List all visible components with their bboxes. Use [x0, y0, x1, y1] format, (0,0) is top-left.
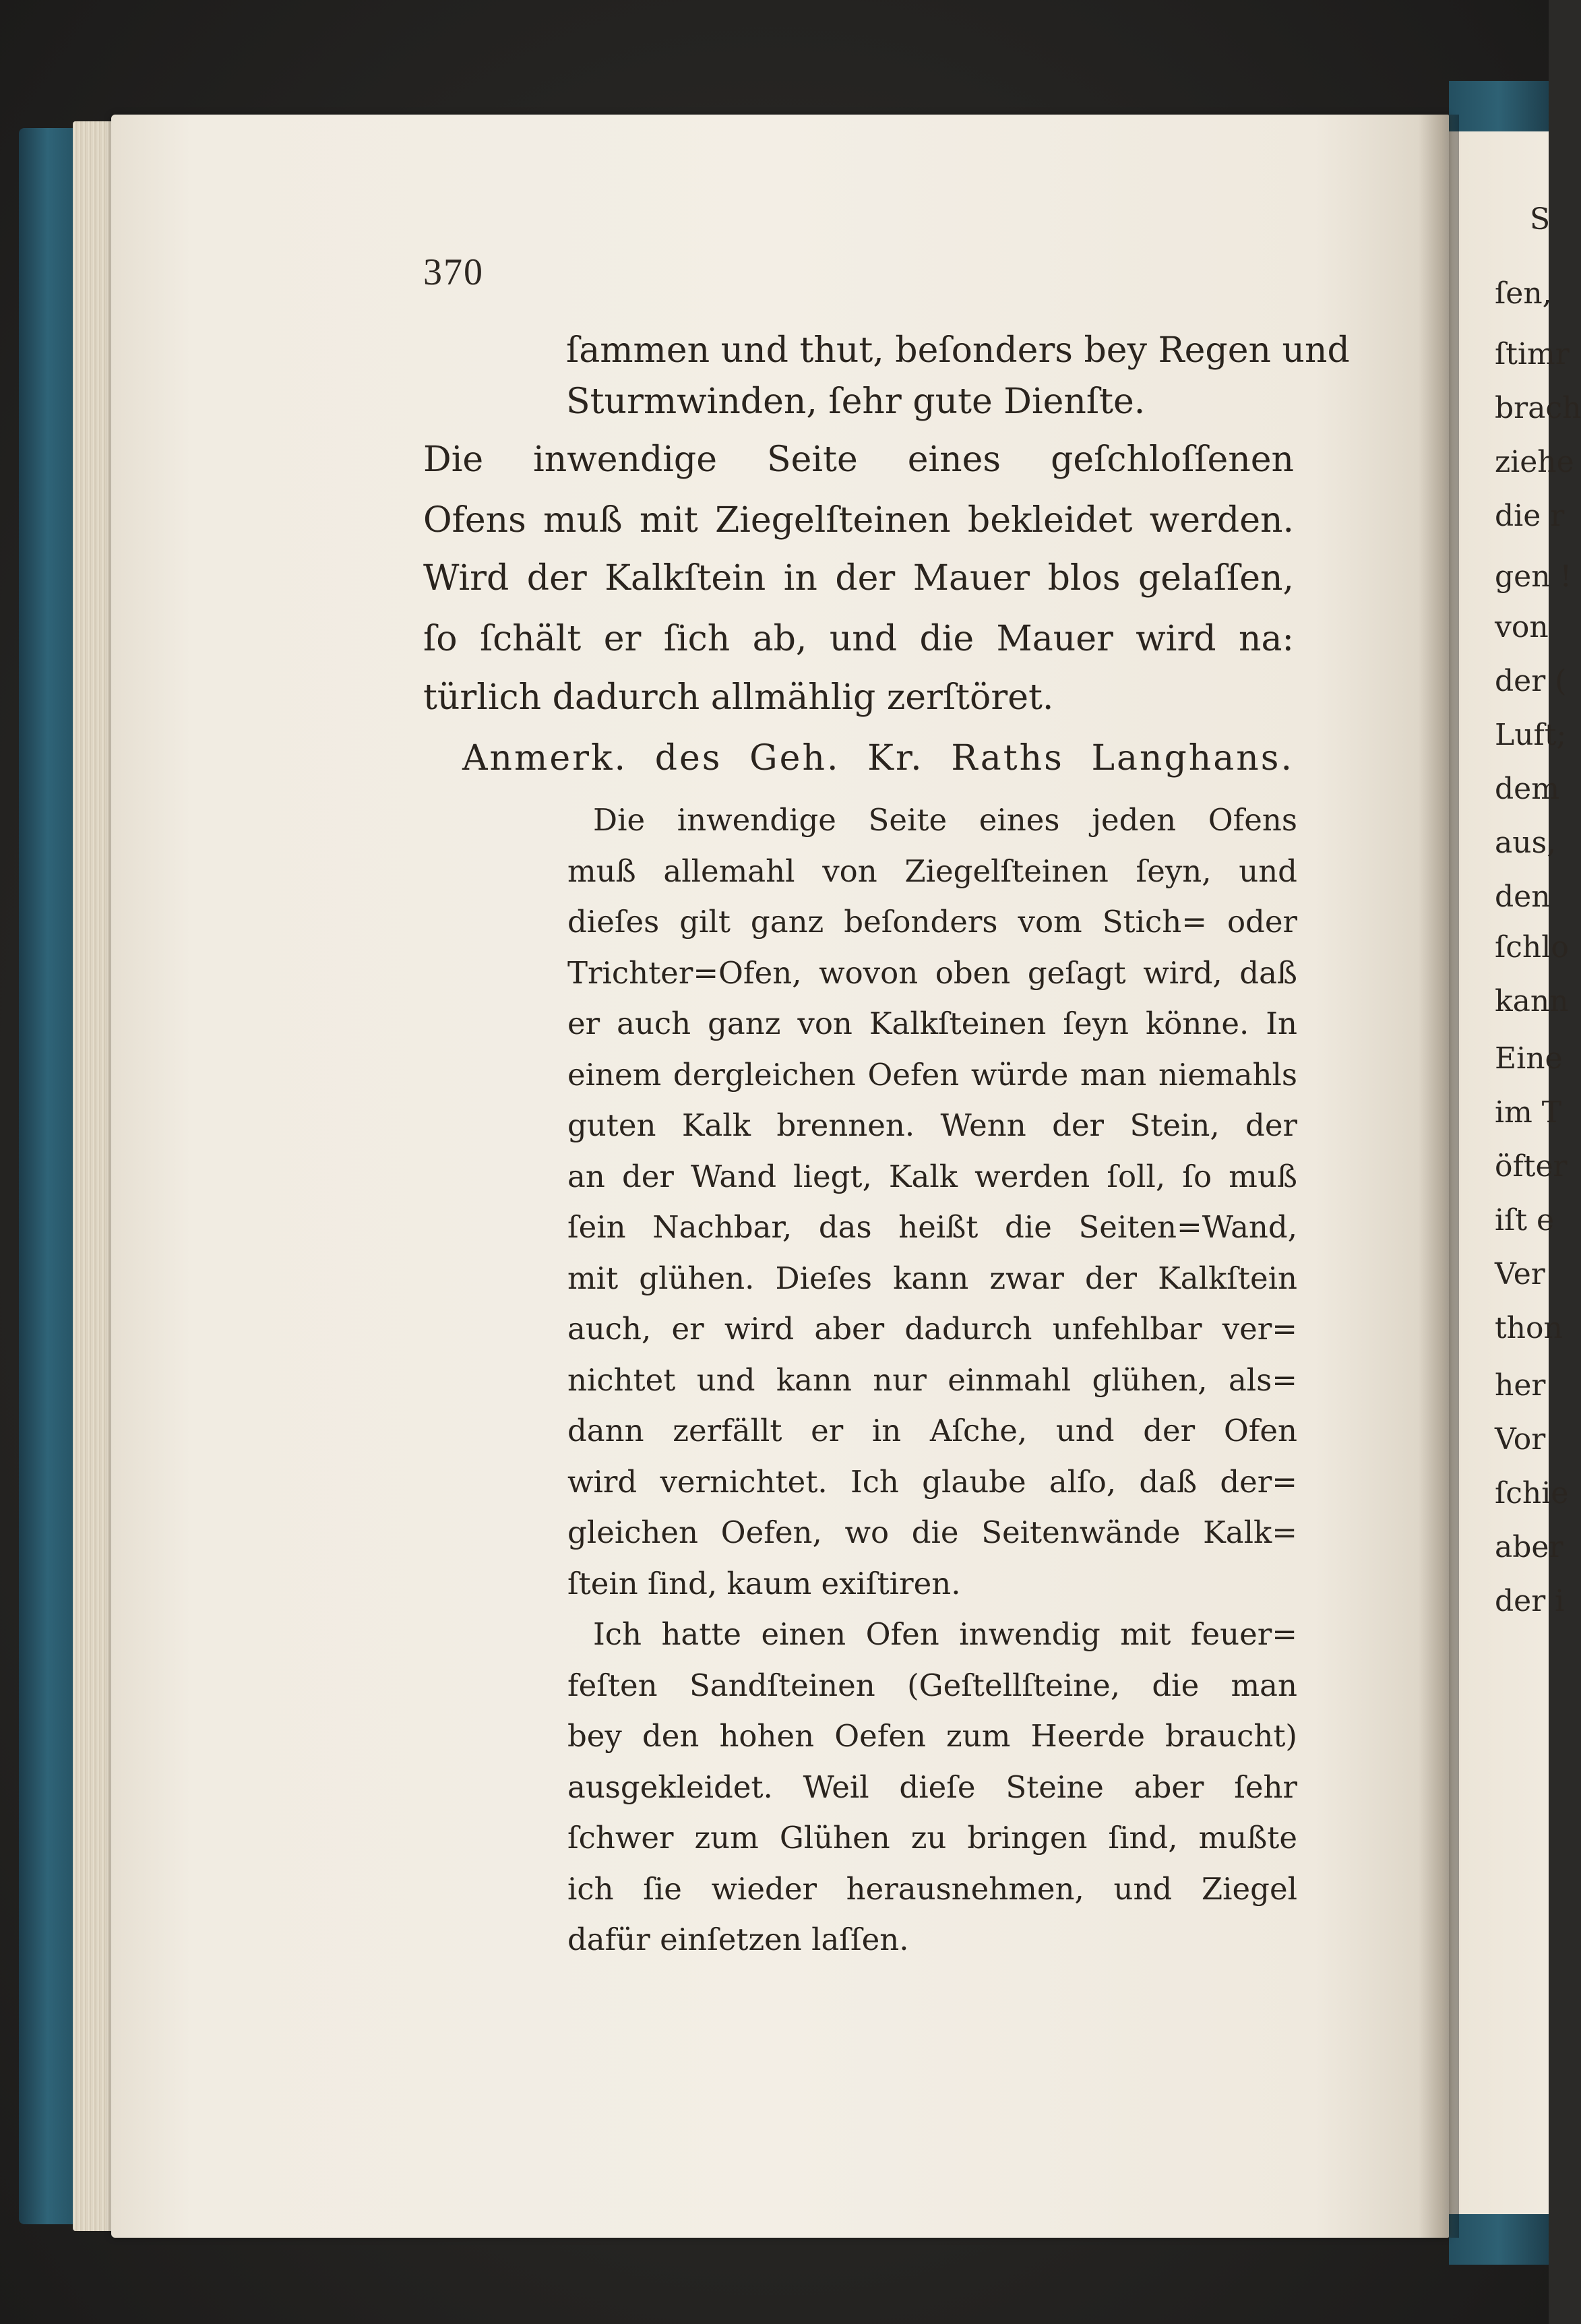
- facing-page-fragment: Vor: [1495, 1422, 1546, 1457]
- facing-page-fragment: her: [1495, 1368, 1546, 1403]
- note-text-line: bey den hohen Oefen zum Heerde braucht): [567, 1718, 1297, 1754]
- note-text-line: ausgekleidet. Weil dieſe Steine aber ſehr: [567, 1769, 1297, 1805]
- facing-page-fragment: die r: [1495, 499, 1565, 533]
- facing-page-fragment: von: [1495, 610, 1549, 644]
- note-text-line: dann zerfällt er in Aſche, und der Ofen: [567, 1413, 1297, 1448]
- note-text-line: an der Wand liegt, Kalk werden ſoll, ſo muß: [567, 1159, 1297, 1194]
- note-text-line: dafür einſetzen laſſen.: [567, 1922, 909, 1957]
- facing-page-fragment: thon: [1495, 1311, 1563, 1345]
- facing-page-fragment: ziehe: [1495, 445, 1574, 479]
- main-text-line: ſammen und thut, beſonders bey Regen und: [566, 330, 1350, 371]
- note-text-line: Trichter=Ofen, wovon oben geſagt wird, daß: [567, 955, 1297, 991]
- note-text-line: muß allemahl von Ziegelſteinen ſeyn, und: [567, 853, 1297, 889]
- facing-page-fragment: im T: [1495, 1095, 1562, 1130]
- facing-page-fragment: Ver: [1495, 1257, 1545, 1291]
- note-heading: Anmerk. des Geh. Kr. Raths Langhans.: [462, 738, 1294, 778]
- note-text-line: einem dergleichen Oefen würde man niemahls: [567, 1057, 1297, 1093]
- facing-page-fragment: ſen,: [1495, 276, 1552, 311]
- page-number: 370: [423, 251, 484, 293]
- facing-page-fragment: dem: [1495, 772, 1559, 806]
- note-text-line: auch, er wird aber dadurch unfehlbar ver=: [567, 1311, 1297, 1347]
- facing-page-fragment: aber: [1495, 1530, 1563, 1564]
- note-text-line: er auch ganz von Kalkſteinen ſeyn könne. In: [567, 1006, 1297, 1041]
- facing-page-fragment: Eine: [1495, 1041, 1563, 1076]
- main-text-line: Wird der Kalkſtein in der Mauer blos gelaſſen,: [423, 558, 1294, 599]
- main-text-line: Die inwendige Seite eines geſchloſſenen: [423, 439, 1294, 480]
- note-text-line: feſten Sandſteinen (Geſtellſteine, die man: [567, 1668, 1297, 1703]
- note-text-line: ſchwer zum Glühen zu bringen ſind, mußte: [567, 1820, 1297, 1856]
- note-text-line: ſein Nachbar, das heißt die Seiten=Wand,: [567, 1209, 1297, 1245]
- main-text-line: türlich dadurch allmählig zerſtöret.: [423, 677, 1054, 718]
- facing-page-fragment: S: [1530, 202, 1551, 237]
- facing-page-fragment: aus,: [1495, 826, 1557, 860]
- note-text-line: dieſes gilt ganz beſonders vom Stich= oder: [567, 904, 1297, 940]
- facing-page-fragment: der (: [1495, 664, 1567, 698]
- main-text-line: Sturmwinden, ſehr gute Dienſte.: [566, 381, 1146, 422]
- facing-page-fragment: den: [1495, 880, 1551, 914]
- note-text-line: Ich hatte einen Ofen inwendig mit feuer=: [593, 1616, 1297, 1652]
- facing-page-fragment: Luft;: [1495, 718, 1567, 752]
- facing-page-fragment: brach: [1495, 391, 1581, 425]
- note-text-line: gleichen Oefen, wo die Seitenwände Kalk=: [567, 1515, 1297, 1550]
- note-text-line: nichtet und kann nur einmahl glühen, als=: [567, 1362, 1297, 1398]
- facing-page-fragment: der i: [1495, 1584, 1565, 1618]
- facing-page-fragment: gen !: [1495, 559, 1572, 594]
- facing-page-fragment: ſtimr: [1495, 337, 1570, 371]
- note-text-line: ich ſie wieder herausnehmen, und Ziegel: [567, 1871, 1297, 1907]
- main-text-line: ſo ſchält er ſich ab, und die Mauer wird na:: [423, 619, 1294, 659]
- note-text-line: Die inwendige Seite eines jeden Ofens: [593, 802, 1297, 838]
- main-text-line: Ofens muß mit Ziegelſteinen bekleidet werden.: [423, 500, 1294, 541]
- note-text-line: mit glühen. Dieſes kann zwar der Kalkſtein: [567, 1260, 1297, 1296]
- facing-page-fragment: ſchie: [1495, 1476, 1569, 1510]
- note-text-line: wird vernichtet. Ich glaube alſo, daß der=: [567, 1464, 1297, 1500]
- page-gutter: [1419, 115, 1459, 2238]
- facing-page-fragment: öfter: [1495, 1149, 1568, 1184]
- facing-page-fragment: kann: [1495, 984, 1569, 1018]
- facing-page-fragment: iſt e: [1495, 1203, 1555, 1237]
- note-text-line: ſtein ſind, kaum exiſtiren.: [567, 1566, 961, 1601]
- note-text-line: guten Kalk brennen. Wenn der Stein, der: [567, 1107, 1297, 1143]
- facing-page-fragment: ſchlo: [1495, 930, 1569, 965]
